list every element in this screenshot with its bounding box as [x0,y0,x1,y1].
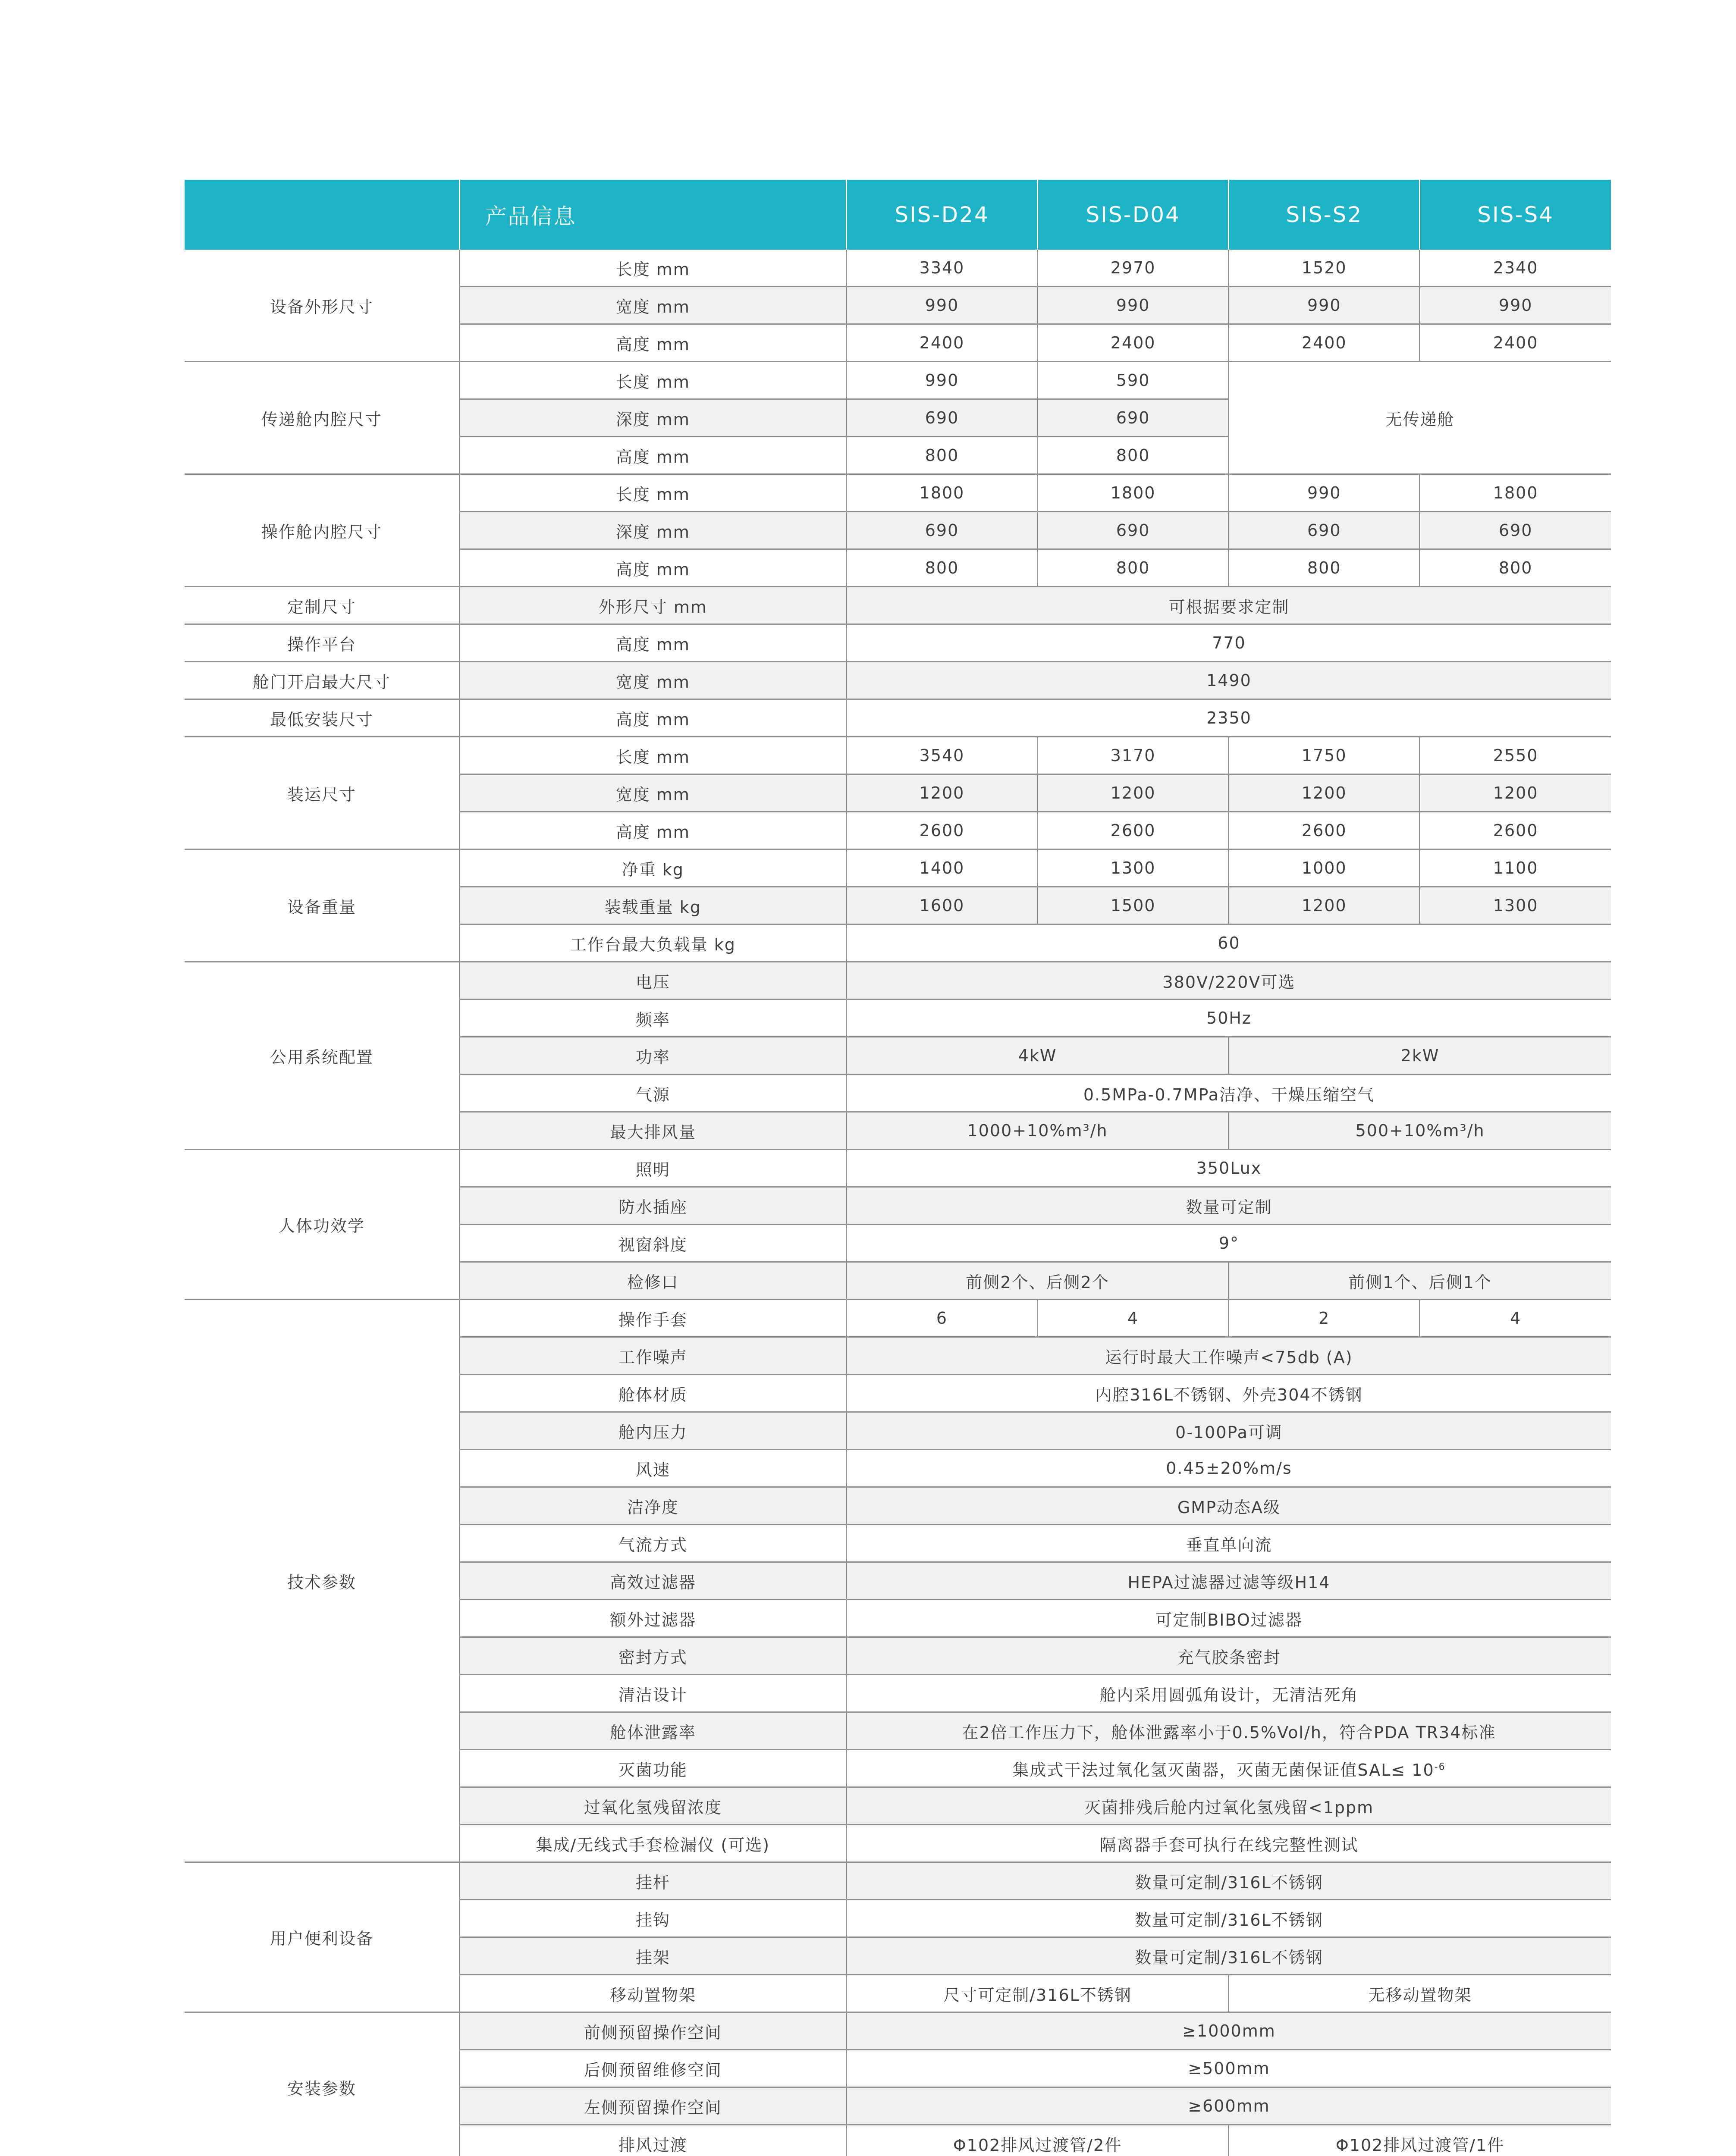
cell-value: 1750 [1229,737,1420,774]
cell-value: 2340 [1420,250,1611,287]
header-row [185,180,1611,250]
cell-value: 垂直单向流 [846,1525,1611,1562]
row-label: 工作噪声 [459,1337,846,1375]
cell-value: 前侧1个、后侧1个 [1229,1262,1611,1300]
cell-value: 1520 [1229,250,1420,287]
row-label: 操作手套 [459,1300,846,1337]
cell-value: GMP动态A级 [846,1487,1611,1525]
cell-value [846,1750,1611,1787]
row-label: 长度 mm [459,362,846,399]
cell-value: 690 [846,399,1037,437]
cell-value: 2550 [1420,737,1611,774]
row-label: 宽度 mm [459,774,846,812]
group-technical: 技术参数 [185,1300,459,1862]
cell-value: 数量可定制 [846,1187,1611,1225]
row-label: 后侧预留维修空间 [459,2050,846,2087]
row-label: 排风过渡 [459,2125,846,2156]
cell-value: 990 [1420,287,1611,324]
table-row [185,624,1611,662]
row-label: 高度 mm [459,624,846,662]
cell-value: 2kW [1229,1037,1611,1075]
cell-value: 1400 [846,849,1037,887]
table-row [185,699,1611,737]
cell-value: 350Lux [846,1150,1611,1187]
table-row [185,250,1611,287]
cell-value: 充气胶条密封 [846,1637,1611,1675]
cell-value: 800 [1229,549,1420,587]
row-label: 前侧预留操作空间 [459,2012,846,2050]
cell-value: 2600 [1229,812,1420,849]
row-label: 频率 [459,1000,846,1037]
cell-value: 可根据要求定制 [846,587,1611,624]
row-label: 长度 mm [459,250,846,287]
row-label: 额外过滤器 [459,1600,846,1637]
table-row [185,2012,1611,2050]
row-label: 深度 mm [459,399,846,437]
cell-value: 2350 [846,699,1611,737]
cell-value: 800 [1038,437,1229,474]
cell-value: 2400 [1420,324,1611,362]
cell-value: 1100 [1420,849,1611,887]
cell-value: 1800 [1038,474,1229,512]
cell-value: 1000 [1229,849,1420,887]
cell-value: 1200 [1420,774,1611,812]
cell-value: 3540 [846,737,1037,774]
table-row [185,1862,1611,1900]
cell-value: 800 [846,437,1037,474]
cell-value: 380V/220V可选 [846,962,1611,1000]
row-label: 高度 mm [459,699,846,737]
cell-value: 1200 [846,774,1037,812]
cell-value: 9° [846,1225,1611,1262]
cell-value: 数量可定制/316L不锈钢 [846,1862,1611,1900]
row-label: 左侧预留操作空间 [459,2087,846,2125]
cell-value: 800 [846,549,1037,587]
cell-value: 1500 [1038,887,1229,924]
cell-value: 990 [1229,287,1420,324]
spec-table [185,180,1611,2156]
cell-value: 2600 [1420,812,1611,849]
cell-value: 0-100Pa可调 [846,1412,1611,1450]
cell-value: 4kW [846,1037,1228,1075]
cell-value: 数量可定制/316L不锈钢 [846,1900,1611,1937]
row-label: 电压 [459,962,846,1000]
group-weight: 设备重量 [185,849,459,962]
cell-value: 1600 [846,887,1037,924]
group-utilities: 公用系统配置 [185,962,459,1150]
cell-value: 4 [1420,1300,1611,1337]
group-shipping: 装运尺寸 [185,737,459,849]
row-label: 过氧化氢残留浓度 [459,1787,846,1825]
row-label: 高度 mm [459,437,846,474]
row-label: 舱内压力 [459,1412,846,1450]
cell-value: 50Hz [846,1000,1611,1037]
row-label: 净重 kg [459,849,846,887]
table-row [185,849,1611,887]
cell-value: 2400 [846,324,1037,362]
row-label: 高度 mm [459,812,846,849]
cell-value: 1300 [1038,849,1229,887]
group-door: 舱门开启最大尺寸 [185,662,459,699]
cell-value: 990 [846,287,1037,324]
sterilization-text: 集成式干法过氧化氢灭菌器，灭菌无菌保证值SAL≤ 10 [1012,1760,1435,1780]
cell-value: HEPA过滤器过滤等级H14 [846,1562,1611,1600]
cell-value: 1490 [846,662,1611,699]
row-label: 挂杆 [459,1862,846,1900]
row-label: 高效过滤器 [459,1562,846,1600]
cell-value: 内腔316L不锈钢、外壳304不锈钢 [846,1375,1611,1412]
cell-value: 隔离器手套可执行在线完整性测试 [846,1825,1611,1862]
row-label: 气源 [459,1075,846,1112]
group-platform: 操作平台 [185,624,459,662]
cell-value: 3170 [1038,737,1229,774]
cell-value: 2 [1229,1300,1420,1337]
cell-value: 3340 [846,250,1037,287]
cell-value: 数量可定制/316L不锈钢 [846,1937,1611,1975]
row-label: 移动置物架 [459,1975,846,2012]
row-label: 宽度 mm [459,662,846,699]
group-transfer: 传递舱内腔尺寸 [185,362,459,474]
cell-value: 800 [1420,549,1611,587]
sterilization-exponent: -6 [1434,1761,1446,1772]
row-label: 长度 mm [459,474,846,512]
group-installation: 安装参数 [185,2012,459,2156]
row-label: 工作台最大负载量 kg [459,924,846,962]
model-header: SIS-D24 [846,180,1037,250]
cell-value: 1000+10%m³/h [846,1112,1228,1150]
cell-value: 灭菌排残后舱内过氧化氢残留<1ppm [846,1787,1611,1825]
header-blank [185,180,459,250]
cell-value: 990 [846,362,1037,399]
cell-value: Φ102排风过渡管/1件 [1229,2125,1611,2156]
cell-value: 690 [1229,512,1420,549]
cell-value: 690 [1420,512,1611,549]
cell-value: 2600 [846,812,1037,849]
model-header: SIS-D04 [1038,180,1229,250]
row-label: 功率 [459,1037,846,1075]
cell-value: 前侧2个、后侧2个 [846,1262,1228,1300]
cell-value: 2970 [1038,250,1229,287]
cell-value: 0.45±20%m/s [846,1450,1611,1487]
row-label: 长度 mm [459,737,846,774]
cell-value: 690 [1038,399,1229,437]
cell-value: 1300 [1420,887,1611,924]
row-label: 最大排风量 [459,1112,846,1150]
cell-value: ≥600mm [846,2087,1611,2125]
table-row [185,587,1611,624]
cell-value: 在2倍工作压力下，舱体泄露率小于0.5%Vol/h，符合PDA TR34标准 [846,1712,1611,1750]
row-label: 舱体泄露率 [459,1712,846,1750]
row-label: 高度 mm [459,324,846,362]
table-row [185,362,1611,399]
group-ergonomics: 人体功效学 [185,1150,459,1300]
table-row [185,962,1611,1000]
row-label: 挂钩 [459,1900,846,1937]
row-label: 深度 mm [459,512,846,549]
row-label: 视窗斜度 [459,1225,846,1262]
cell-value: 500+10%m³/h [1229,1112,1611,1150]
cell-value: 6 [846,1300,1037,1337]
cell-value: 990 [1038,287,1229,324]
cell-value: 60 [846,924,1611,962]
row-label: 高度 mm [459,549,846,587]
row-label: 外形尺寸 mm [459,587,846,624]
row-label: 挂架 [459,1937,846,1975]
cell-value: 2400 [1229,324,1420,362]
cell-value: 1800 [846,474,1037,512]
cell-value: 990 [1229,474,1420,512]
cell-value: 0.5MPa-0.7MPa洁净、干燥压缩空气 [846,1075,1611,1112]
row-label: 风速 [459,1450,846,1487]
cell-value: ≥1000mm [846,2012,1611,2050]
cell-value: 尺寸可定制/316L不锈钢 [846,1975,1228,2012]
row-label: 检修口 [459,1262,846,1300]
cell-value: 1200 [1038,774,1229,812]
row-label: 照明 [459,1150,846,1187]
cell-value: 无移动置物架 [1229,1975,1611,2012]
cell-value: 2600 [1038,812,1229,849]
cell-value: 1200 [1229,887,1420,924]
product-info-header: 产品信息 [459,180,846,250]
cell-value: 770 [846,624,1611,662]
cell-value: 2400 [1038,324,1229,362]
group-convenience: 用户便利设备 [185,1862,459,2012]
cell-value: 可定制BIBO过滤器 [846,1600,1611,1637]
cell-value: 690 [1038,512,1229,549]
table-row [185,662,1611,699]
row-label: 洁净度 [459,1487,846,1525]
table-row [185,1300,1611,1337]
cell-value: 800 [1038,549,1229,587]
cell-value: ≥500mm [846,2050,1611,2087]
row-label: 灭菌功能 [459,1750,846,1787]
row-label: 集成/无线式手套检漏仪 (可选) [459,1825,846,1862]
cell-value: 590 [1038,362,1229,399]
cell-value: 运行时最大工作噪声<75db (A) [846,1337,1611,1375]
row-label: 气流方式 [459,1525,846,1562]
table-row [185,737,1611,774]
row-label: 防水插座 [459,1187,846,1225]
row-label: 密封方式 [459,1637,846,1675]
group-install-min: 最低安装尺寸 [185,699,459,737]
table-row [185,1150,1611,1187]
group-chamber: 操作舱内腔尺寸 [185,474,459,587]
no-transfer-note: 无传递舱 [1229,362,1611,474]
cell-value: 690 [846,512,1037,549]
model-header: SIS-S4 [1420,180,1611,250]
group-custom: 定制尺寸 [185,587,459,624]
row-label: 清洁设计 [459,1675,846,1712]
cell-value: 4 [1038,1300,1229,1337]
cell-value: 1800 [1420,474,1611,512]
cell-value: 舱内采用圆弧角设计，无清洁死角 [846,1675,1611,1712]
table-row [185,474,1611,512]
model-header: SIS-S2 [1229,180,1420,250]
row-label: 宽度 mm [459,287,846,324]
row-label: 舱体材质 [459,1375,846,1412]
cell-value: 1200 [1229,774,1420,812]
row-label: 装载重量 kg [459,887,846,924]
group-dimensions: 设备外形尺寸 [185,250,459,362]
cell-value: Φ102排风过渡管/2件 [846,2125,1228,2156]
